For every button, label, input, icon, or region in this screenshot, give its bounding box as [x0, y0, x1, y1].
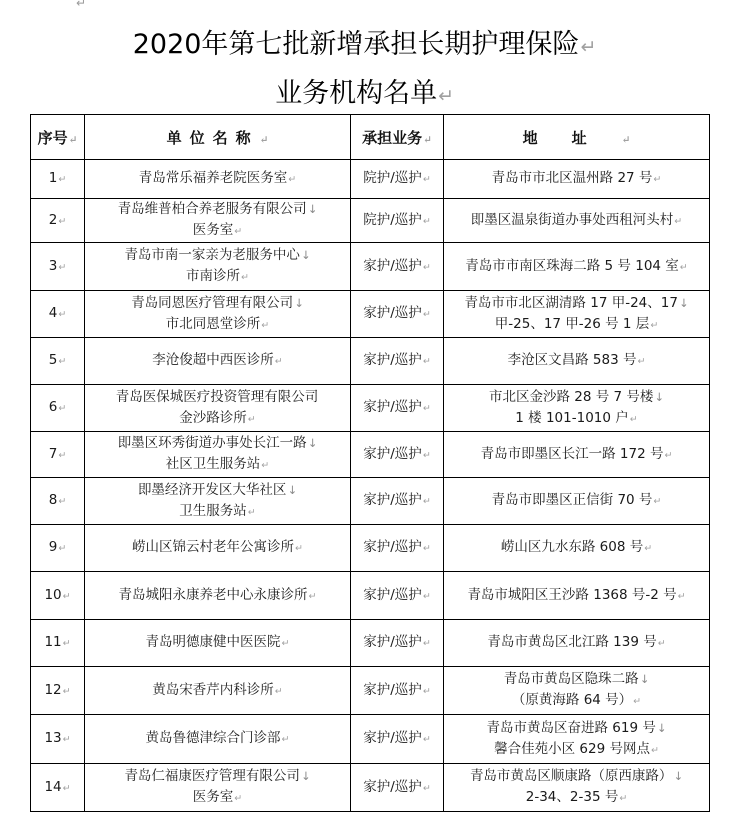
paragraph-mark-icon: ↵: [58, 261, 67, 273]
cell-business: 院护/巡护↵: [351, 160, 444, 199]
cell-address: 青岛市黄岛区顺康路（原西康路）↓ 2-34、2-35 号↵: [444, 764, 710, 812]
column-header-business: 承担业务↵: [351, 115, 444, 160]
cell-business: 家护/巡护↵: [351, 385, 444, 432]
table-row: [31, 667, 710, 715]
cell-seq: 2↵: [31, 199, 85, 243]
cell-business: 家护/巡护↵: [351, 338, 444, 385]
cell-address: 李沧区文昌路 583 号↵: [444, 338, 710, 385]
paragraph-mark-icon: ↵: [422, 734, 431, 745]
line-break-icon: ↓: [678, 295, 689, 310]
paragraph-mark-icon: ↵: [281, 638, 290, 649]
line-break-icon: ↓: [673, 769, 684, 783]
cell-business: 家护/巡护↵: [351, 572, 444, 620]
cell-seq: 10↵: [31, 572, 85, 620]
paragraph-mark-icon: ↵: [629, 413, 638, 425]
table-row: [31, 160, 710, 199]
paragraph-mark-icon: ↵: [76, 0, 87, 10]
paragraph-mark-icon: ↵: [241, 272, 249, 283]
paragraph-mark-icon: ↵: [295, 543, 303, 554]
paragraph-mark-icon: ↵: [679, 261, 688, 273]
paragraph-mark-icon: ↵: [637, 356, 646, 367]
paragraph-mark-icon: ↵: [633, 696, 642, 707]
paragraph-mark-icon: ↵: [422, 496, 431, 507]
cell-seq: 7↵: [31, 432, 85, 478]
line-break-icon: ↓: [294, 295, 304, 310]
paragraph-mark-icon: ↵: [58, 403, 67, 414]
table-row: [31, 478, 710, 525]
table-row: [31, 715, 710, 764]
cell-business: 家护/巡护↵: [351, 764, 444, 812]
cell-seq: 4↵: [31, 291, 85, 338]
cell-institution-name: 黄岛鲁德津综合门诊部↵: [85, 715, 351, 764]
paragraph-mark-icon: ↵: [62, 734, 71, 745]
paragraph-mark-icon: ↵: [650, 744, 659, 756]
paragraph-mark-icon: ↵: [62, 638, 71, 649]
cell-institution-name: 即墨区环秀街道办事处长江一路↓ 社区卫生服务站↵: [85, 432, 351, 478]
paragraph-mark-icon: ↵: [234, 226, 243, 237]
document-title-line-2: 业务机构名单↵: [275, 78, 454, 109]
column-header-address: 地址↵: [444, 115, 710, 160]
paragraph-mark-icon: ↵: [422, 261, 431, 273]
cell-institution-name: 黄岛宋香芹内科诊所↵: [85, 667, 351, 715]
cell-address: 青岛市黄岛区奋进路 619 号↓ 馨合佳苑小区 629 号网点↵: [444, 715, 710, 764]
paragraph-mark-icon: ↵: [422, 356, 431, 367]
paragraph-mark-icon: ↵: [274, 685, 283, 697]
paragraph-mark-icon: ↵: [664, 449, 673, 461]
table-row: [31, 385, 710, 432]
cell-seq: 8↵: [31, 478, 85, 525]
paragraph-mark-icon: ↵: [58, 309, 67, 320]
paragraph-mark-icon: ↵: [234, 793, 243, 804]
paragraph-mark-icon: ↵: [438, 85, 454, 107]
cell-business: 家护/巡护↵: [351, 478, 444, 525]
paragraph-mark-icon: ↵: [62, 685, 71, 697]
paragraph-mark-icon: ↵: [644, 543, 653, 554]
paragraph-mark-icon: ↵: [422, 782, 431, 794]
cell-business: 家护/巡护↵: [351, 667, 444, 715]
paragraph-mark-icon: ↵: [619, 793, 628, 804]
cell-institution-name: 青岛同恩医疗管理有限公司↓ 市北同恩堂诊所↵: [85, 291, 351, 338]
cell-address: 青岛市城阳区王沙路 1368 号-2 号↵: [444, 572, 710, 620]
column-header-name: 单位名称↵: [85, 115, 351, 160]
cell-institution-name: 青岛仁福康医疗管理有限公司↓ 医务室↵: [85, 764, 351, 812]
table-row: [31, 243, 710, 291]
paragraph-mark-icon: ↵: [422, 590, 431, 602]
cell-business: 家护/巡护↵: [351, 620, 444, 667]
paragraph-mark-icon: ↵: [657, 638, 666, 649]
paragraph-mark-icon: ↵: [422, 215, 431, 227]
cell-seq: 11↵: [31, 620, 85, 667]
cell-seq: 12↵: [31, 667, 85, 715]
table-row: [31, 291, 710, 338]
paragraph-mark-icon: ↵: [422, 638, 431, 649]
cell-address: 青岛市市北区湖清路 17 甲-24、17↓ 甲-25、17 甲-26 号 1 层↵: [444, 291, 710, 338]
paragraph-mark-icon: ↵: [58, 215, 67, 227]
paragraph-mark-icon: ↵: [308, 590, 317, 602]
cell-seq: 1↵: [31, 160, 85, 199]
cell-seq: 9↵: [31, 525, 85, 572]
cell-seq: 3↵: [31, 243, 85, 291]
cell-seq: 13↵: [31, 715, 85, 764]
paragraph-mark-icon: ↵: [261, 460, 270, 471]
table-row: [31, 525, 710, 572]
line-break-icon: ↓: [300, 248, 311, 262]
paragraph-mark-icon: ↵: [422, 309, 431, 320]
paragraph-mark-icon: ↵: [580, 36, 597, 58]
table-row: [31, 572, 710, 620]
table-header-row: [31, 115, 710, 160]
institution-table: [30, 114, 710, 812]
paragraph-mark-icon: ↵: [247, 413, 256, 425]
cell-address: 青岛市即墨区正信街 70 号↵: [444, 478, 710, 525]
paragraph-mark-icon: ↵: [62, 590, 71, 602]
cell-institution-name: 即墨经济开发区大华社区↓ 卫生服务站↵: [85, 478, 351, 525]
cell-institution-name: 青岛明德康健中医医院↵: [85, 620, 351, 667]
paragraph-mark-icon: ↵: [62, 782, 71, 794]
cell-address: 青岛市即墨区长江一路 172 号↵: [444, 432, 710, 478]
column-header-seq: 序号↵: [31, 115, 85, 160]
cell-institution-name: 崂山区锦云村老年公寓诊所↵: [85, 525, 351, 572]
cell-address: 崂山区九水东路 608 号↵: [444, 525, 710, 572]
paragraph-mark-icon: ↵: [422, 685, 431, 697]
paragraph-mark-icon: ↵: [422, 403, 431, 414]
table-row: [31, 620, 710, 667]
paragraph-mark-icon: ↵: [58, 174, 67, 185]
cell-institution-name: 青岛维普柏合养老服务有限公司↓ 医务室↵: [85, 199, 351, 243]
cell-business: 家护/巡护↵: [351, 715, 444, 764]
table-row: [31, 764, 710, 812]
paragraph-mark-icon: ↵: [653, 174, 662, 185]
line-break-icon: ↓: [307, 202, 318, 216]
cell-institution-name: 李沧俊超中西医诊所↵: [85, 338, 351, 385]
cell-business: 家护/巡护↵: [351, 432, 444, 478]
paragraph-mark-icon: ↵: [422, 449, 431, 461]
paragraph-mark-icon: ↵: [274, 356, 283, 367]
paragraph-mark-icon: ↵: [58, 449, 67, 461]
table-row: [31, 432, 710, 478]
cell-address: 青岛市黄岛区隐珠二路↓ （原黄海路 64 号）↵: [444, 667, 710, 715]
cell-business: 家护/巡护↵: [351, 291, 444, 338]
cell-address: 青岛市市南区珠海二路 5 号 104 室↵: [444, 243, 710, 291]
paragraph-mark-icon: ↵: [422, 543, 431, 554]
line-break-icon: ↓: [639, 672, 650, 686]
cell-address: 青岛市市北区温州路 27 号↵: [444, 160, 710, 199]
cell-institution-name: 青岛医保城医疗投资管理有限公司 金沙路诊所↵: [85, 385, 351, 432]
cell-address: 市北区金沙路 28 号 7 号楼↓ 1 楼 101-1010 户↵: [444, 385, 710, 432]
paragraph-mark-icon: ↵: [247, 506, 256, 518]
paragraph-mark-icon: ↵: [281, 734, 290, 745]
cell-seq: 6↵: [31, 385, 85, 432]
paragraph-mark-icon: ↵: [677, 590, 686, 602]
line-break-icon: ↓: [287, 482, 298, 497]
paragraph-mark-icon: ↵: [261, 319, 270, 331]
cell-seq: 14↵: [31, 764, 85, 812]
paragraph-mark-icon: ↵: [58, 543, 67, 554]
table-body: [31, 160, 710, 812]
paragraph-mark-icon: ↵: [674, 215, 683, 227]
cell-address: 即墨区温泉街道办事处西租河头村↵: [444, 199, 710, 243]
cell-address: 青岛市黄岛区北江路 139 号↵: [444, 620, 710, 667]
cell-institution-name: 青岛城阳永康养老中心永康诊所↵: [85, 572, 351, 620]
cell-institution-name: 青岛市南一家亲为老服务中心↓ 市南诊所↵: [85, 243, 351, 291]
table-row: [31, 338, 710, 385]
line-break-icon: ↓: [656, 720, 667, 735]
paragraph-mark-icon: ↵: [422, 174, 431, 185]
document-title-line-1: 2020年第七批新增承担长期护理保险↵: [132, 29, 597, 60]
line-break-icon: ↓: [654, 389, 665, 404]
line-break-icon: ↓: [307, 436, 318, 450]
line-break-icon: ↓: [300, 769, 311, 783]
paragraph-mark-icon: ↵: [58, 356, 67, 367]
cell-institution-name: 青岛常乐福养老院医务室↵: [85, 160, 351, 199]
table-row: [31, 199, 710, 243]
paragraph-mark-icon: ↵: [650, 319, 659, 331]
paragraph-mark-icon: ↵: [653, 496, 662, 507]
cell-business: 家护/巡护↵: [351, 243, 444, 291]
cell-business: 院护/巡护↵: [351, 199, 444, 243]
cell-seq: 5↵: [31, 338, 85, 385]
paragraph-mark-icon: ↵: [58, 496, 67, 507]
cell-business: 家护/巡护↵: [351, 525, 444, 572]
paragraph-mark-icon: ↵: [288, 174, 297, 185]
